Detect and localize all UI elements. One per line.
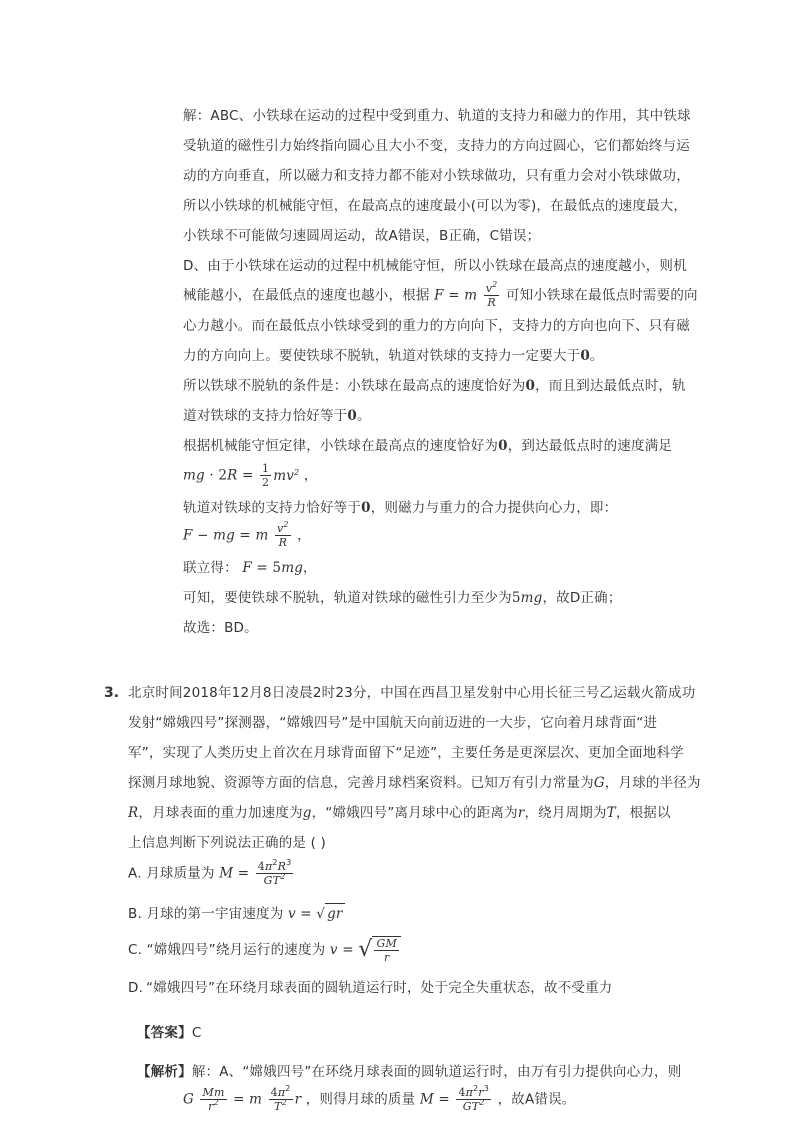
fraction-moon-mass: $\frac{4\pi^2R^3}{GT^2}$ xyxy=(257,858,292,887)
solution-line: 解：ABC、小铁球在运动的过程中受到重力、轨道的支持力和磁力的作用，其中铁球 xyxy=(183,108,691,124)
fraction-v2-over-R: $\frac{v^2}{R}$ xyxy=(485,280,498,309)
solution-line: D、由于小铁球在运动的过程中机械能守恒，所以小铁球在最高点的速度越小，则机 xyxy=(183,258,687,274)
formula-energy-conservation: mg · 2R = $\frac{1}{2}$ $mv^2$ ， xyxy=(183,462,318,489)
fraction-4pi2-over-T2: $\frac{4\pi^2}{T^2}$ xyxy=(270,1084,291,1113)
solution-line: 动的方向垂直，所以磁力和支持力都不能对小铁球做功，只有重力会对小铁球做功， xyxy=(183,168,690,184)
formula-net-force: F − mg = m $\frac{v^2}{R}$ ， xyxy=(183,520,311,549)
solution-line: 受轨道的磁性引力始终指向圆心且大小不变，支持力的方向过圆心，它们都始终与运 xyxy=(183,138,690,154)
answer-section: 【答案】C xyxy=(137,1025,202,1041)
solution-line-with-formula: 械能越小，在最低点的速度也越小，根据 F = m $\frac{v^2}{R}$ 可知小铁球在最低点时需要的向 xyxy=(183,280,698,309)
solution-line: 根据机械能守恒定律，小铁球在最高点的速度恰好为0，到达最低点时的速度满足 xyxy=(183,438,673,454)
analysis-formula-line: G $\frac{Mm}{r^2}$ = m $\frac{4\pi^2}{T^2}$ r ，则得月球的质量 M = $\frac{4\pi^2r^3}{GT^2}$ ，故A错误。 xyxy=(183,1084,576,1113)
solution-line: 轨道对铁球的支持力恰好等于0，则磁力与重力的合力提供向心力，即： xyxy=(183,500,618,516)
formula-centripetal: F xyxy=(434,287,444,304)
question-line: 探测月球地貌、资源等方面的信息，完善月球档案资料。已知万有引力常量为G，月球的半径为 xyxy=(128,775,701,791)
sqrt-gr: gr xyxy=(325,903,345,924)
solution-line: 小铁球不可能做匀速圆周运动，故A错误，B正确，C错误； xyxy=(183,228,541,244)
solution-line: 所以小铁球的机械能守恒，在最高点的速度最小(可以为零)，在最低点的速度最大， xyxy=(183,198,688,214)
solution-line: 心力越小。而在最低点小铁球受到的重力的方向向下，支持力的方向也向下、只有磁 xyxy=(183,318,690,334)
solution-line: 联立得： F = 5mg， xyxy=(183,560,317,576)
fraction-moon-mass-result: $\frac{4\pi^2r^3}{GT^2}$ xyxy=(458,1084,490,1113)
option-d-label: D. xyxy=(128,980,144,996)
option-b[interactable]: B. 月球的第一宇宙速度为 v = √ gr xyxy=(128,903,345,924)
option-c[interactable]: C. “嫦娥四号”绕月运行的速度为 v = √ $\frac{GM}{r}$ xyxy=(128,936,401,964)
sqrt-gm-over-r: $\frac{GM}{r}$ xyxy=(372,936,400,964)
question-number: 3. xyxy=(104,685,120,701)
solution-answer: 故选：BD。 xyxy=(183,620,258,636)
option-a[interactable]: A. 月球质量为 M = $\frac{4\pi^2R^3}{GT^2}$ xyxy=(128,858,292,887)
question-line: 军”，实现了人类历史上首次在月球背面留下“足迹”，主要任务是更深层次、更加全面地科学 xyxy=(128,745,684,761)
solution-line: 道对铁球的支持力恰好等于0。 xyxy=(183,408,371,424)
analysis-section: 【解析】解：A、“嫦娥四号”在环绕月球表面的圆轨道运行时，由万有引力提供向心力，则 xyxy=(137,1064,682,1080)
fraction-v2-over-R: $\frac{v^2}{R}$ xyxy=(276,520,289,549)
solution-line: 力的方向向上。要使铁球不脱轨，轨道对铁球的支持力一定要大于0。 xyxy=(183,348,604,364)
question-line: R，月球表面的重力加速度为g，“嫦娥四号”离月球中心的距离为r，绕月周期为T，根据以 xyxy=(128,805,671,821)
question-line: 发射“嫦娥四号”探测器，“嫦娥四号”是中国航天向前迈进的一大步，它向着月球背面“进 xyxy=(128,715,658,731)
question-line: 北京时间2018年12月8日凌晨2时23分，中国在西昌卫星发射中心用长征三号乙运载火箭成功 xyxy=(128,685,696,701)
solution-line: 所以铁球不脱轨的条件是：小铁球在最高点的速度恰好为0，而且到达最低点时，轨 xyxy=(183,378,686,394)
fraction-one-half: $\frac{1}{2}$ xyxy=(262,462,270,489)
option-d[interactable]: “嫦娥四号”在环绕月球表面的圆轨道运行时，处于完全失重状态，故不受重力 xyxy=(146,980,613,996)
question-line: 上信息判断下列说法正确的是 ( ) xyxy=(128,835,327,851)
solution-line: 可知，要使铁球不脱轨，轨道对铁球的磁性引力至少为5mg，故D正确； xyxy=(183,590,622,606)
fraction-Mm-over-r2: $\frac{Mm}{r^2}$ xyxy=(202,1086,225,1113)
